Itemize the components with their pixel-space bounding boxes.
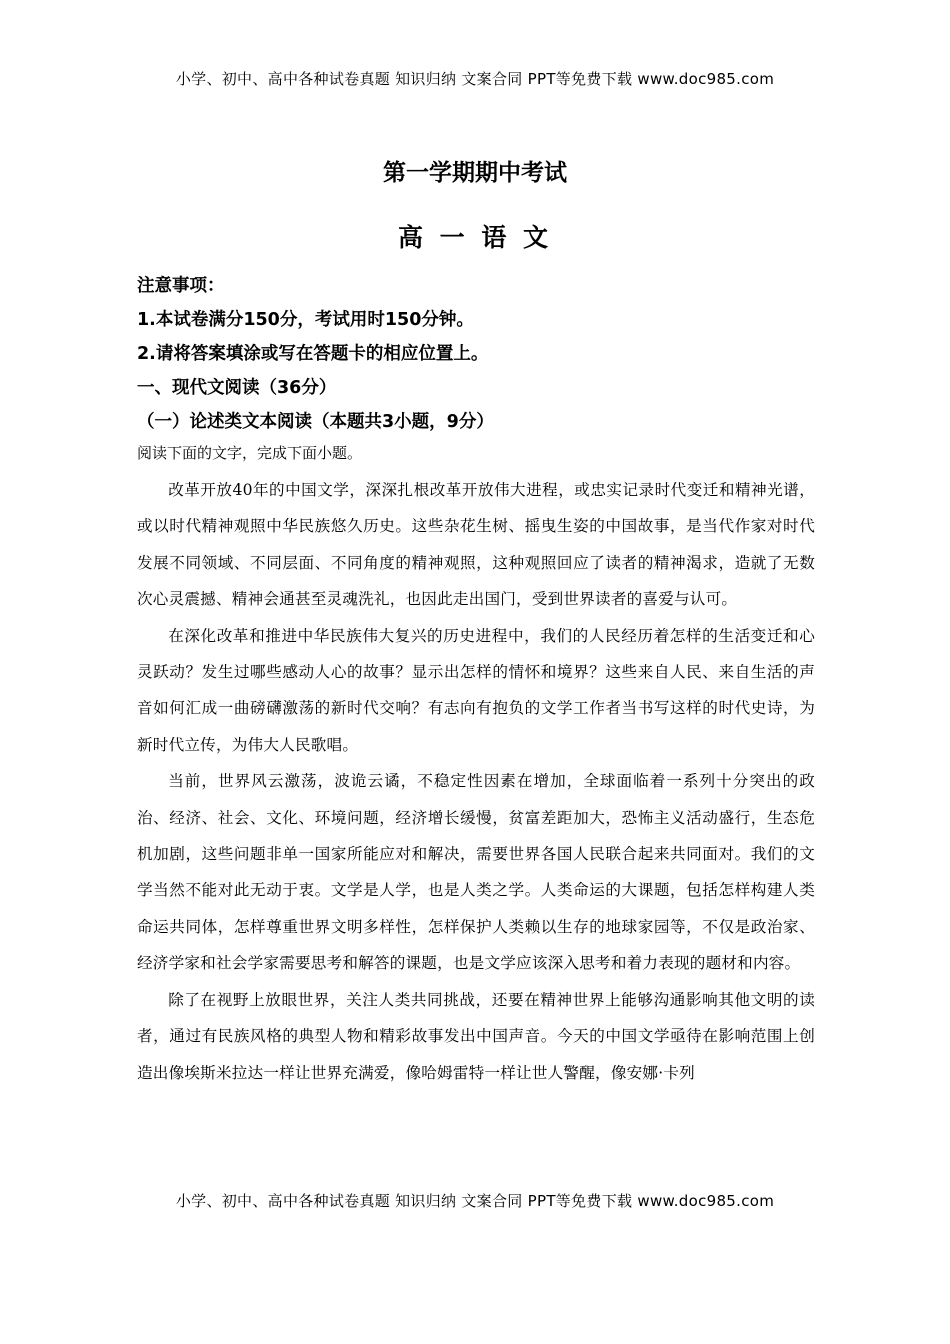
page-footer: 小学、初中、高中各种试卷真题 知识归纳 文案合同 PPT等免费下载 www.doc985.com <box>175 1192 775 1210</box>
section-heading: 一、现代文阅读（36分） <box>137 378 337 398</box>
exam-title: 第一学期期中考试 <box>383 160 567 186</box>
notice-item-1: 1.本试卷满分150分，考试用时150分钟。 <box>137 310 474 330</box>
page-header: 小学、初中、高中各种试卷真题 知识归纳 文案合同 PPT等免费下载 www.doc985.com <box>175 70 775 88</box>
passage-paragraph-1: 改革开放40年的中国文学，深深扎根改革开放伟大进程，或忠实记录时代变迁和精神光谱，或以时代精神观照中华民族悠久历史。这些杂花生树、摇曳生姿的中国故事，是当代作家对时代发展不同领域、不同层面、不同角度的精神观照，这种观照回应了读者的精神渴求，造就了无数次心灵震撼、精神会通甚至灵魂洗礼，也因此走出国门，受到世界读者的喜爱与认可。 <box>137 481 815 609</box>
passage-paragraph-3: 当前，世界风云激荡，波诡云谲，不稳定性因素在增加，全球面临着一系列十分突出的政治、经济、社会、文化、环境问题，经济增长缓慢，贫富差距加大，恐怖主义活动盛行，生态危机加剧，这些问题非单一国家所能应对和解决，需要世界各国人民联合起来共同面对。我们的文学当然不能对此无动于衷。文学是人学，也是人类之学。人类命运的大课题，包括怎样构建人类命运共同体，怎样尊重世界文明多样性，怎样保护人类赖以生存的地球家园等，不仅是政治家、经济学家和社会学家需要思考和解答的课题，也是文学应该深入思考和着力表现的题材和内容。 <box>137 772 815 973</box>
passage-paragraph-4: 除了在视野上放眼世界，关注人类共同挑战，还要在精神世界上能够沟通影响其他文明的读者，通过有民族风格的典型人物和精彩故事发出中国声音。今天的中国文学亟待在影响范围上创造出像埃斯米拉达一样让世界充满爱，像哈姆雷特一样让世人警醒，像安娜·卡列 <box>137 990 815 1082</box>
section-subheading: （一）论述类文本阅读（本题共3小题，9分） <box>137 412 494 432</box>
exam-subtitle: 高 一 语 文 <box>397 223 553 252</box>
document-body <box>137 270 815 1091</box>
reading-instruction: 阅读下面的文字，完成下面小题。 <box>137 444 363 462</box>
passage-paragraph-2: 在深化改革和推进中华民族伟大复兴的历史进程中，我们的人民经历着怎样的生活变迁和心灵跃动？发生过哪些感动人心的故事？显示出怎样的情怀和境界？这些来自人民、来自生活的声音如何汇成一曲磅礴激荡的新时代交响？有志向有抱负的文学工作者当书写这样的时代史诗，为新时代立传，为伟大人民歌唱。 <box>137 626 815 754</box>
notice-item-2: 2.请将答案填涂或写在答题卡的相应位置上。 <box>137 344 489 364</box>
notice-heading: 注意事项： <box>137 276 225 296</box>
